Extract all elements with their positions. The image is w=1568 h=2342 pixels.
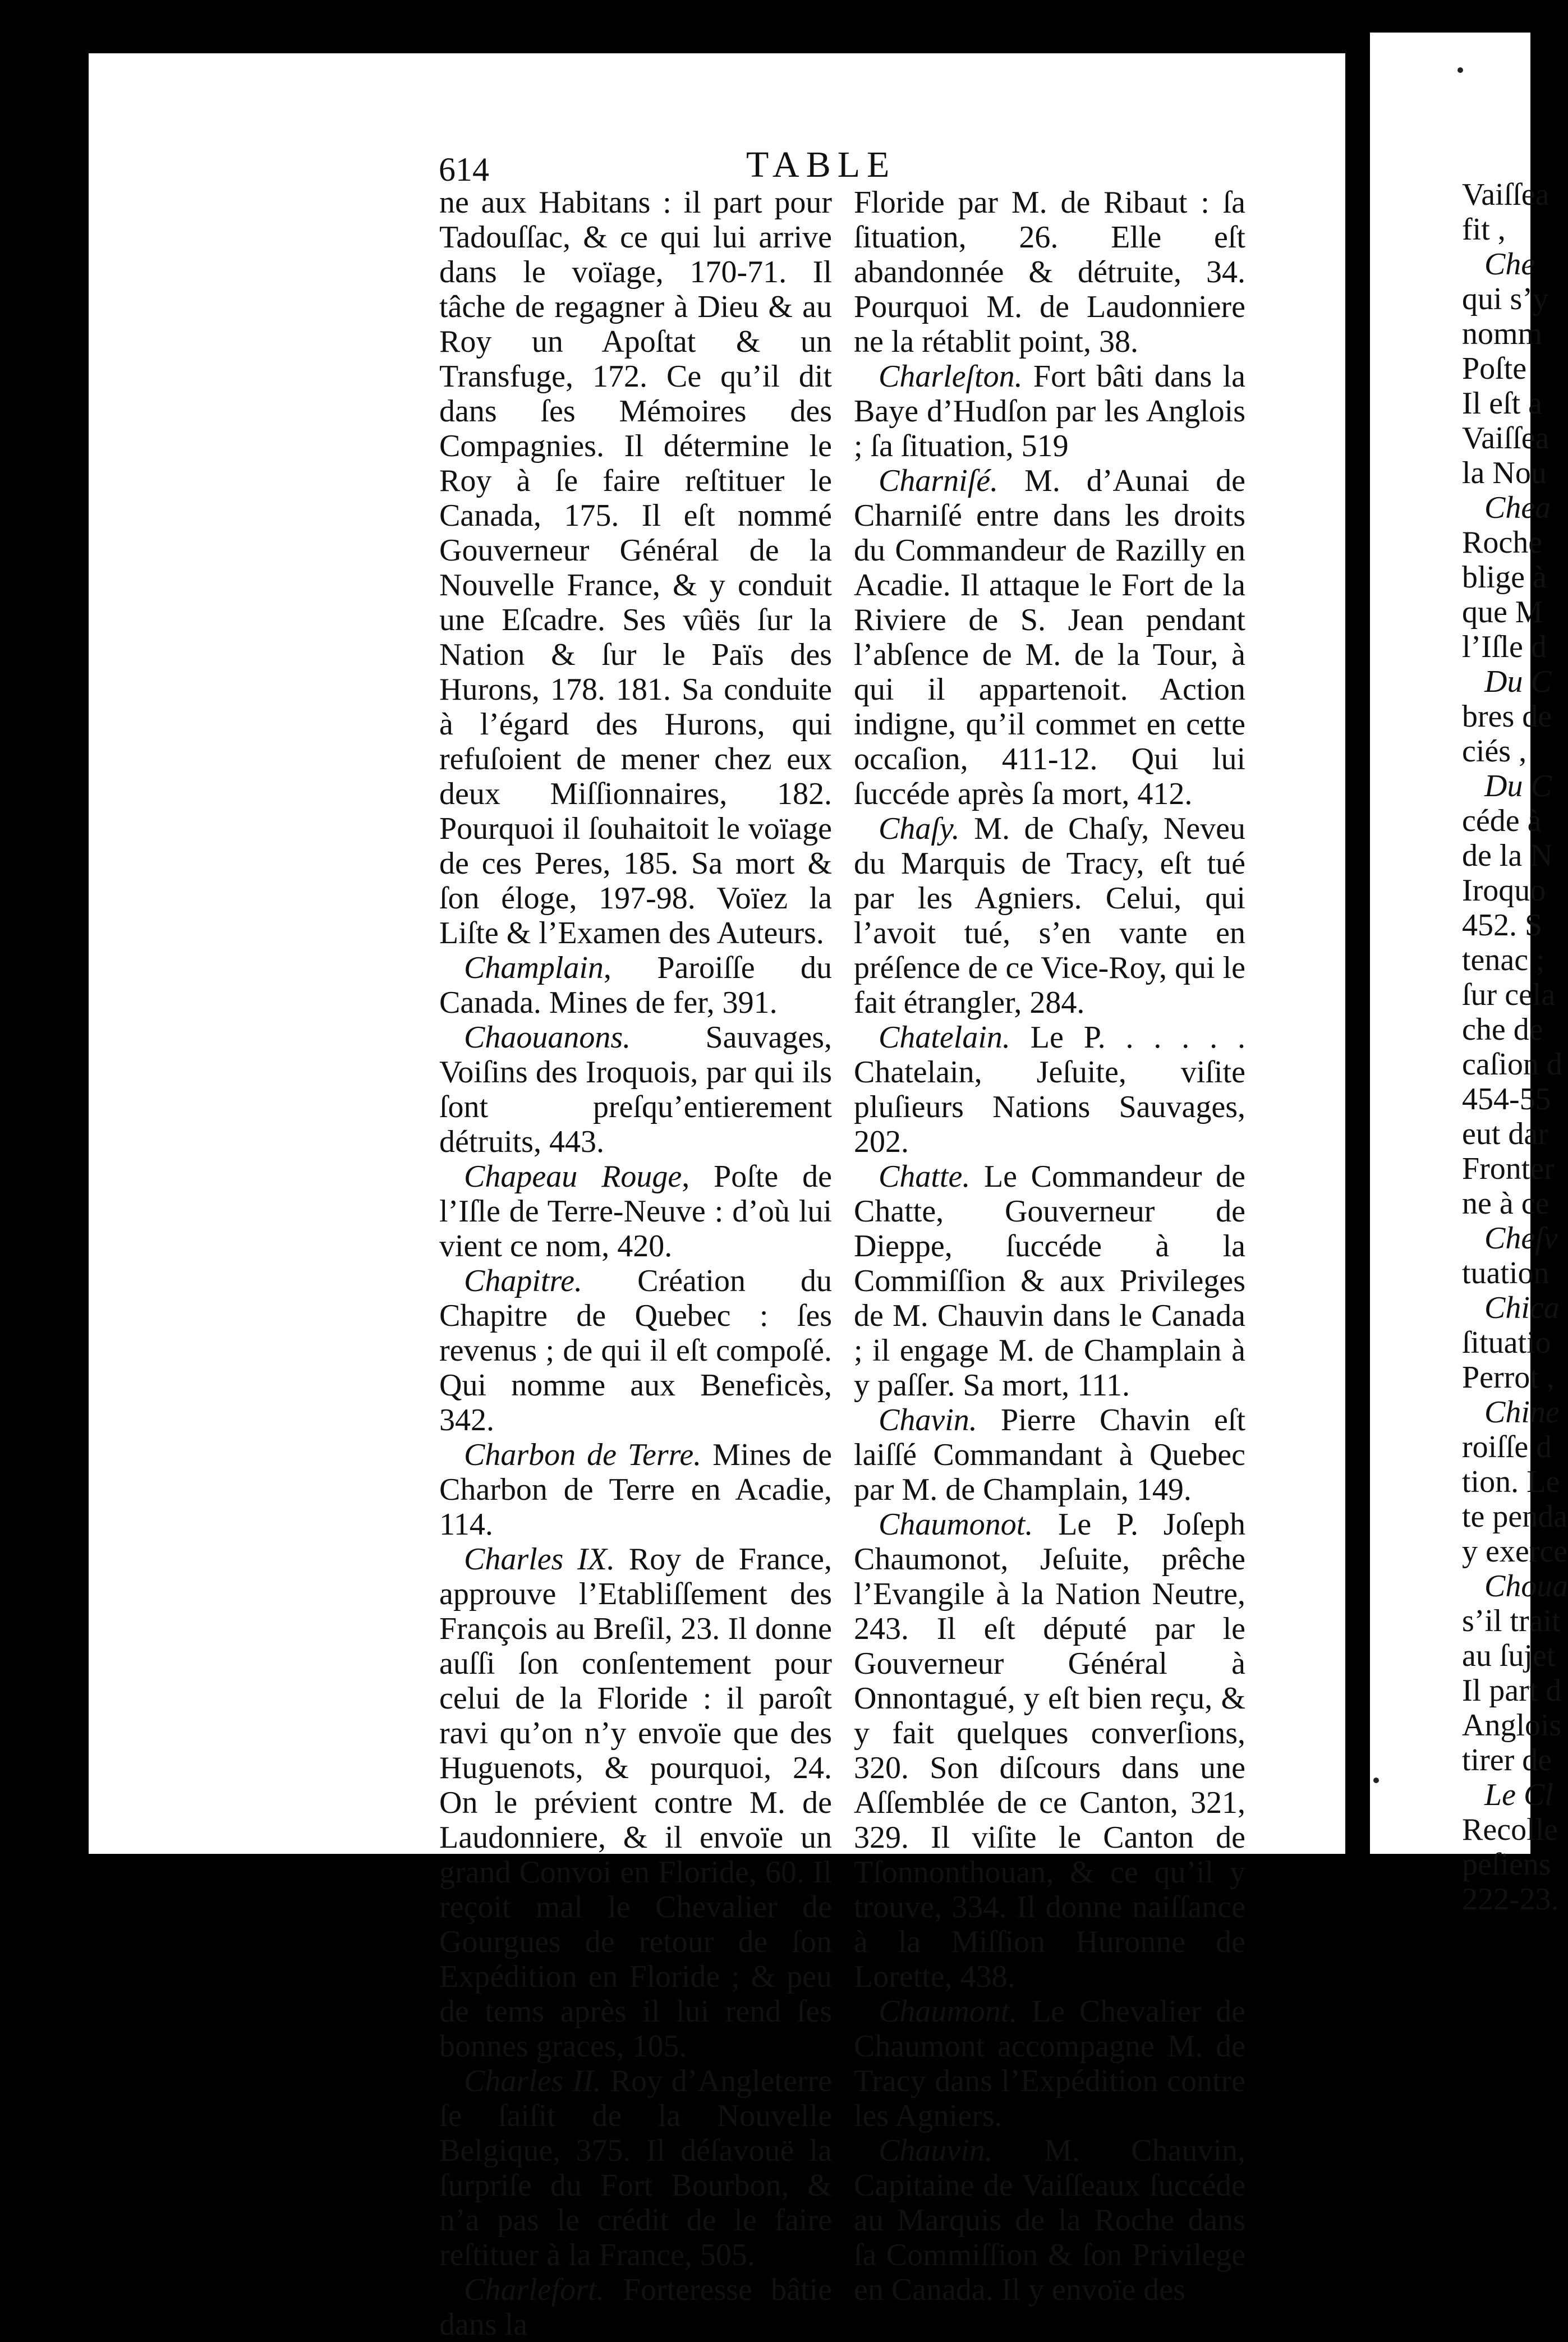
right-page-line: Chine — [1484, 1395, 1560, 1430]
entry-headword: Charbon de Terre. — [464, 1438, 702, 1472]
right-page-line: Chea — [1484, 490, 1551, 525]
index-entry — [439, 1264, 832, 1438]
index-entry — [439, 1542, 832, 2064]
entry-text: Mines de Charbon de Terre en Acadie, 114. — [439, 1438, 832, 1542]
entry-text: M. d’Aunai de Charniſé entre dans les droits du Commandeur de Razilly en Acadie. Il attaque le Fort de la Riviere de S. Jean pendant l’abſence de M. de la Tour, à qui il appartenoit. Action indigne, qu’il commet en cette occaſion, 411-12. Qui lui ſuccéde après ſa mort, 412. — [854, 463, 1245, 811]
index-column-left — [439, 185, 832, 2342]
ink-spot — [1457, 67, 1463, 73]
entry-text: Le P. Joſeph Chaumonot, Jeſuite, prêche l’Evangile à la Nation Neutre, 243. Il eſt député par le Gouverneur Général à Onnontagué, y eſt bien reçu, & y fait quelques converſions, 320. Son diſcours dans une Aſſemblée de ce Canton, 321, 329. Il viſite le Canton de Tſonnonthouan, & ce qu’il y trouve, 334. Il donne naiſſance à la Miſſion Huronne de Lorette, 438. — [854, 1507, 1245, 1994]
entry-headword: Chatte. — [879, 1159, 971, 1194]
entry-headword: Charles IX. — [464, 1542, 615, 1577]
entry-headword: Charleſton. — [879, 359, 1023, 394]
index-entry — [439, 1159, 832, 1264]
entry-text: Pierre Chavin eſt laiſſé Commandant à Quebec par M. de Champlain, 149. — [854, 1403, 1245, 1507]
right-page-line: peſiens — [1462, 1847, 1551, 1882]
index-column-right-fragment — [1462, 177, 1568, 1917]
right-page-line: Le Cl — [1484, 1778, 1553, 1812]
entry-headword: Chatelain. — [879, 1020, 1010, 1055]
right-page-line: ciés , — [1462, 734, 1527, 769]
index-entry — [439, 2064, 832, 2272]
entry-text: Fort bâti dans la Baye d’Hudſon par les Anglois ; ſa ſituation, 519 — [854, 359, 1245, 463]
right-page-line: 452. S — [1462, 908, 1543, 943]
entry-headword: Charniſé. — [879, 463, 999, 498]
right-page-line: Iroquo — [1462, 873, 1546, 908]
entry-text: Forteresse bâtie dans la — [439, 2272, 832, 2342]
right-page-line: de la N — [1462, 838, 1553, 873]
right-page-line: Roche — [1462, 525, 1543, 560]
index-entry — [439, 950, 832, 1020]
index-entry — [854, 1020, 1245, 1159]
right-page-line: Perrot , — [1462, 1360, 1555, 1395]
right-page-line: s’il trait — [1462, 1604, 1561, 1638]
entry-text: Roy de France, approuve l’Etabliſſement des François au Breſil, 23. Il donne auſſi ſon conſentement pour celui de la Floride : il paroît ravi qu’on n’y envoïe que des Huguenots, & pourquoi, 24. On le prévient contre M. de Laudonniere, & il envoïe un grand Convoi en Floride, 60. Il reçoit mal le Chevalier de Gourgues de retour de ſon Expédition en Floride ; & peu de tems après il lui rend ſes bonnes graces, 105. — [439, 1542, 832, 2064]
right-page-line: Recolle — [1462, 1812, 1558, 1847]
right-page-line: Il eſt a — [1462, 386, 1543, 421]
right-page-line: che de — [1462, 1012, 1543, 1047]
right-page-line: tion. Le — [1462, 1464, 1560, 1499]
index-entry — [854, 811, 1245, 1020]
right-page-line: Che — [1484, 247, 1535, 282]
right-page-line: Vaiſſea — [1462, 421, 1549, 456]
index-entry — [439, 2272, 832, 2342]
right-page-line: Du C — [1484, 769, 1552, 803]
right-page-line: fit , — [1462, 212, 1506, 247]
index-entry — [854, 1507, 1245, 1994]
right-page-line: Du C — [1484, 664, 1552, 699]
page-number: 614 — [439, 151, 489, 188]
right-page-line: Cheſv — [1484, 1221, 1558, 1256]
entry-headword: Chaouanons. — [464, 1020, 631, 1055]
entry-headword: Champlain — [464, 950, 604, 985]
right-page-line: 222-23. — [1462, 1882, 1559, 1917]
right-page-line: la Nou — [1462, 456, 1547, 490]
right-page-line: Fronter — [1462, 1151, 1555, 1186]
right-page-line: Vaiſſea — [1462, 177, 1549, 212]
right-page-line: au ſujet — [1462, 1638, 1556, 1673]
entry-text: Le P. . . . . . Chatelain, Jeſuite, viſite pluſieurs Nations Sauvages, 202. — [854, 1020, 1245, 1159]
right-page-line: ne à ce — [1462, 1186, 1549, 1221]
right-page-line: bres de — [1462, 699, 1552, 734]
right-page-line: ſur cela — [1462, 977, 1556, 1012]
right-page-line: ſituatio — [1462, 1325, 1551, 1360]
index-entry — [854, 463, 1245, 811]
book-gutter — [1345, 31, 1371, 1854]
index-entry — [854, 2133, 1245, 2307]
entry-headword: Chaumonot. — [879, 1507, 1033, 1542]
index-entry — [439, 1020, 832, 1159]
entry-text: Le Commandeur de Chatte, Gouverneur de Dieppe, ſuccéde à la Commiſſion & aux Privileges de M. Chauvin dans le Canada ; il engage M. de Champlain à y paſſer. Sa mort, 111. — [854, 1159, 1245, 1403]
entry-text: Le Chevalier de Chaumont accompagne M. de Tracy dans l’Expédition contre les Agniers. — [854, 1994, 1245, 2133]
entry-headword: Chapeau Rouge — [464, 1159, 682, 1194]
running-head: TABLE — [746, 144, 896, 185]
right-page-line: qui s’y — [1462, 282, 1548, 316]
right-page-line: blige à — [1462, 560, 1547, 595]
right-page-line: l’Iſle d — [1462, 630, 1547, 664]
right-page-line: 454-55 — [1462, 1082, 1551, 1117]
right-page-line: eut dar — [1462, 1117, 1548, 1151]
right-page-line: que M — [1462, 595, 1543, 630]
entry-text: Floride par M. de Ribaut : ſa ſituation, 26. Elle eſt abandonnée & détruite, 34. Pourquoi M. de Laudonniere ne la rétablit point, 38. — [854, 185, 1245, 359]
entry-text: M. Chauvin, Capitaine de Vaiſſeaux ſuccéde au Marquis de la Roche dans ſa Commiſſion & ſon Privilege en Canada. Il y envoïe des — [854, 2133, 1245, 2307]
right-page-line: Choua — [1484, 1569, 1568, 1604]
index-column-middle — [854, 185, 1245, 2307]
right-page-line: tuation — [1462, 1256, 1549, 1291]
right-page-line: nomm — [1462, 316, 1543, 351]
entry-text: , Poſte de l’Iſle de Terre-Neuve : d’où lui vient ce nom, 420. — [439, 1159, 832, 1264]
right-page-line: te penda — [1462, 1499, 1568, 1534]
entry-text: Sauvages, Voiſins des Iroquois, par qui ils ſont preſqu’entierement détruits, 443. — [439, 1020, 832, 1159]
right-page-line: Il part d — [1462, 1673, 1562, 1708]
entry-text: Roy d’Angleterre ſe ſaiſit de la Nouvelle Belgique, 375. Il déſavouë la ſurpriſe du Fort Bourbon, & n’a pas le crédit de le faire reſtituer à la France, 505. — [439, 2064, 832, 2272]
index-entry — [854, 185, 1245, 359]
index-entry — [854, 1159, 1245, 1403]
entry-headword: Charlefort. — [464, 2272, 605, 2307]
entry-text: Création du Chapitre de Quebec : ſes revenus ; de qui il eſt compoſé. Qui nomme aux Beneficès, 342. — [439, 1264, 832, 1438]
index-entry — [854, 1994, 1245, 2133]
entry-headword: Chavin. — [879, 1403, 977, 1438]
index-entry — [854, 1403, 1245, 1507]
ink-spot — [1373, 1778, 1379, 1783]
right-page-line: tenac ; — [1462, 943, 1545, 977]
right-page-line: Anglois — [1462, 1708, 1562, 1743]
index-entry — [854, 359, 1245, 463]
entry-text: ne aux Habitans : il part pour Tadouſſac, & ce qui lui arrive dans le voïage, 170-71. Il tâche de regagner à Dieu & au Roy un Apoſtat & un Transfuge, 172. Ce qu’il dit dans ſes Mémoires des Compagnies. Il détermine le Roy à ſe faire reſtituer le Canada, 175. Il eſt nommé Gouverneur Général de la Nouvelle France, & y conduit une Eſcadre. Ses vûës ſur la Nation & ſur le Païs des Hurons, 178. 181. Sa conduite à l’égard des Hurons, qui refuſoient de mener chez eux deux Miſſionnaires, 182. Pourquoi il ſouhaitoit le voïage de ces Peres, 185. Sa mort & ſon éloge, 197-98. Voïez la Liſte & l’Examen des Auteurs. — [439, 185, 832, 950]
right-page-line: roiſſe d — [1462, 1430, 1552, 1464]
right-page-line: Poſte — [1462, 351, 1527, 386]
right-page-line: tirer de — [1462, 1743, 1552, 1778]
entry-headword: Chaumont. — [879, 1994, 1018, 2029]
right-page-line: céde à — [1462, 803, 1542, 838]
entry-headword: Chauvin. — [879, 2133, 993, 2168]
entry-text: M. de Chaſy, Neveu du Marquis de Tracy, eſt tué par les Agniers. Celui, qui l’avoit tué, s’en vante en préſence de ce Vice-Roy, qui le fait étrangler, 284. — [854, 811, 1245, 1020]
index-entry — [439, 1438, 832, 1542]
entry-headword: Chapitre. — [464, 1264, 583, 1298]
entry-text: , Paroiſſe du Canada. Mines de fer, 391. — [439, 950, 832, 1020]
right-page-line: Chica — [1484, 1291, 1560, 1325]
entry-headword: Chaſy. — [879, 811, 960, 846]
right-page-line: y exerce — [1462, 1534, 1568, 1569]
index-entry — [439, 185, 832, 950]
right-page-line: caſion d — [1462, 1047, 1562, 1082]
entry-headword: Charles II. — [464, 2064, 601, 2098]
